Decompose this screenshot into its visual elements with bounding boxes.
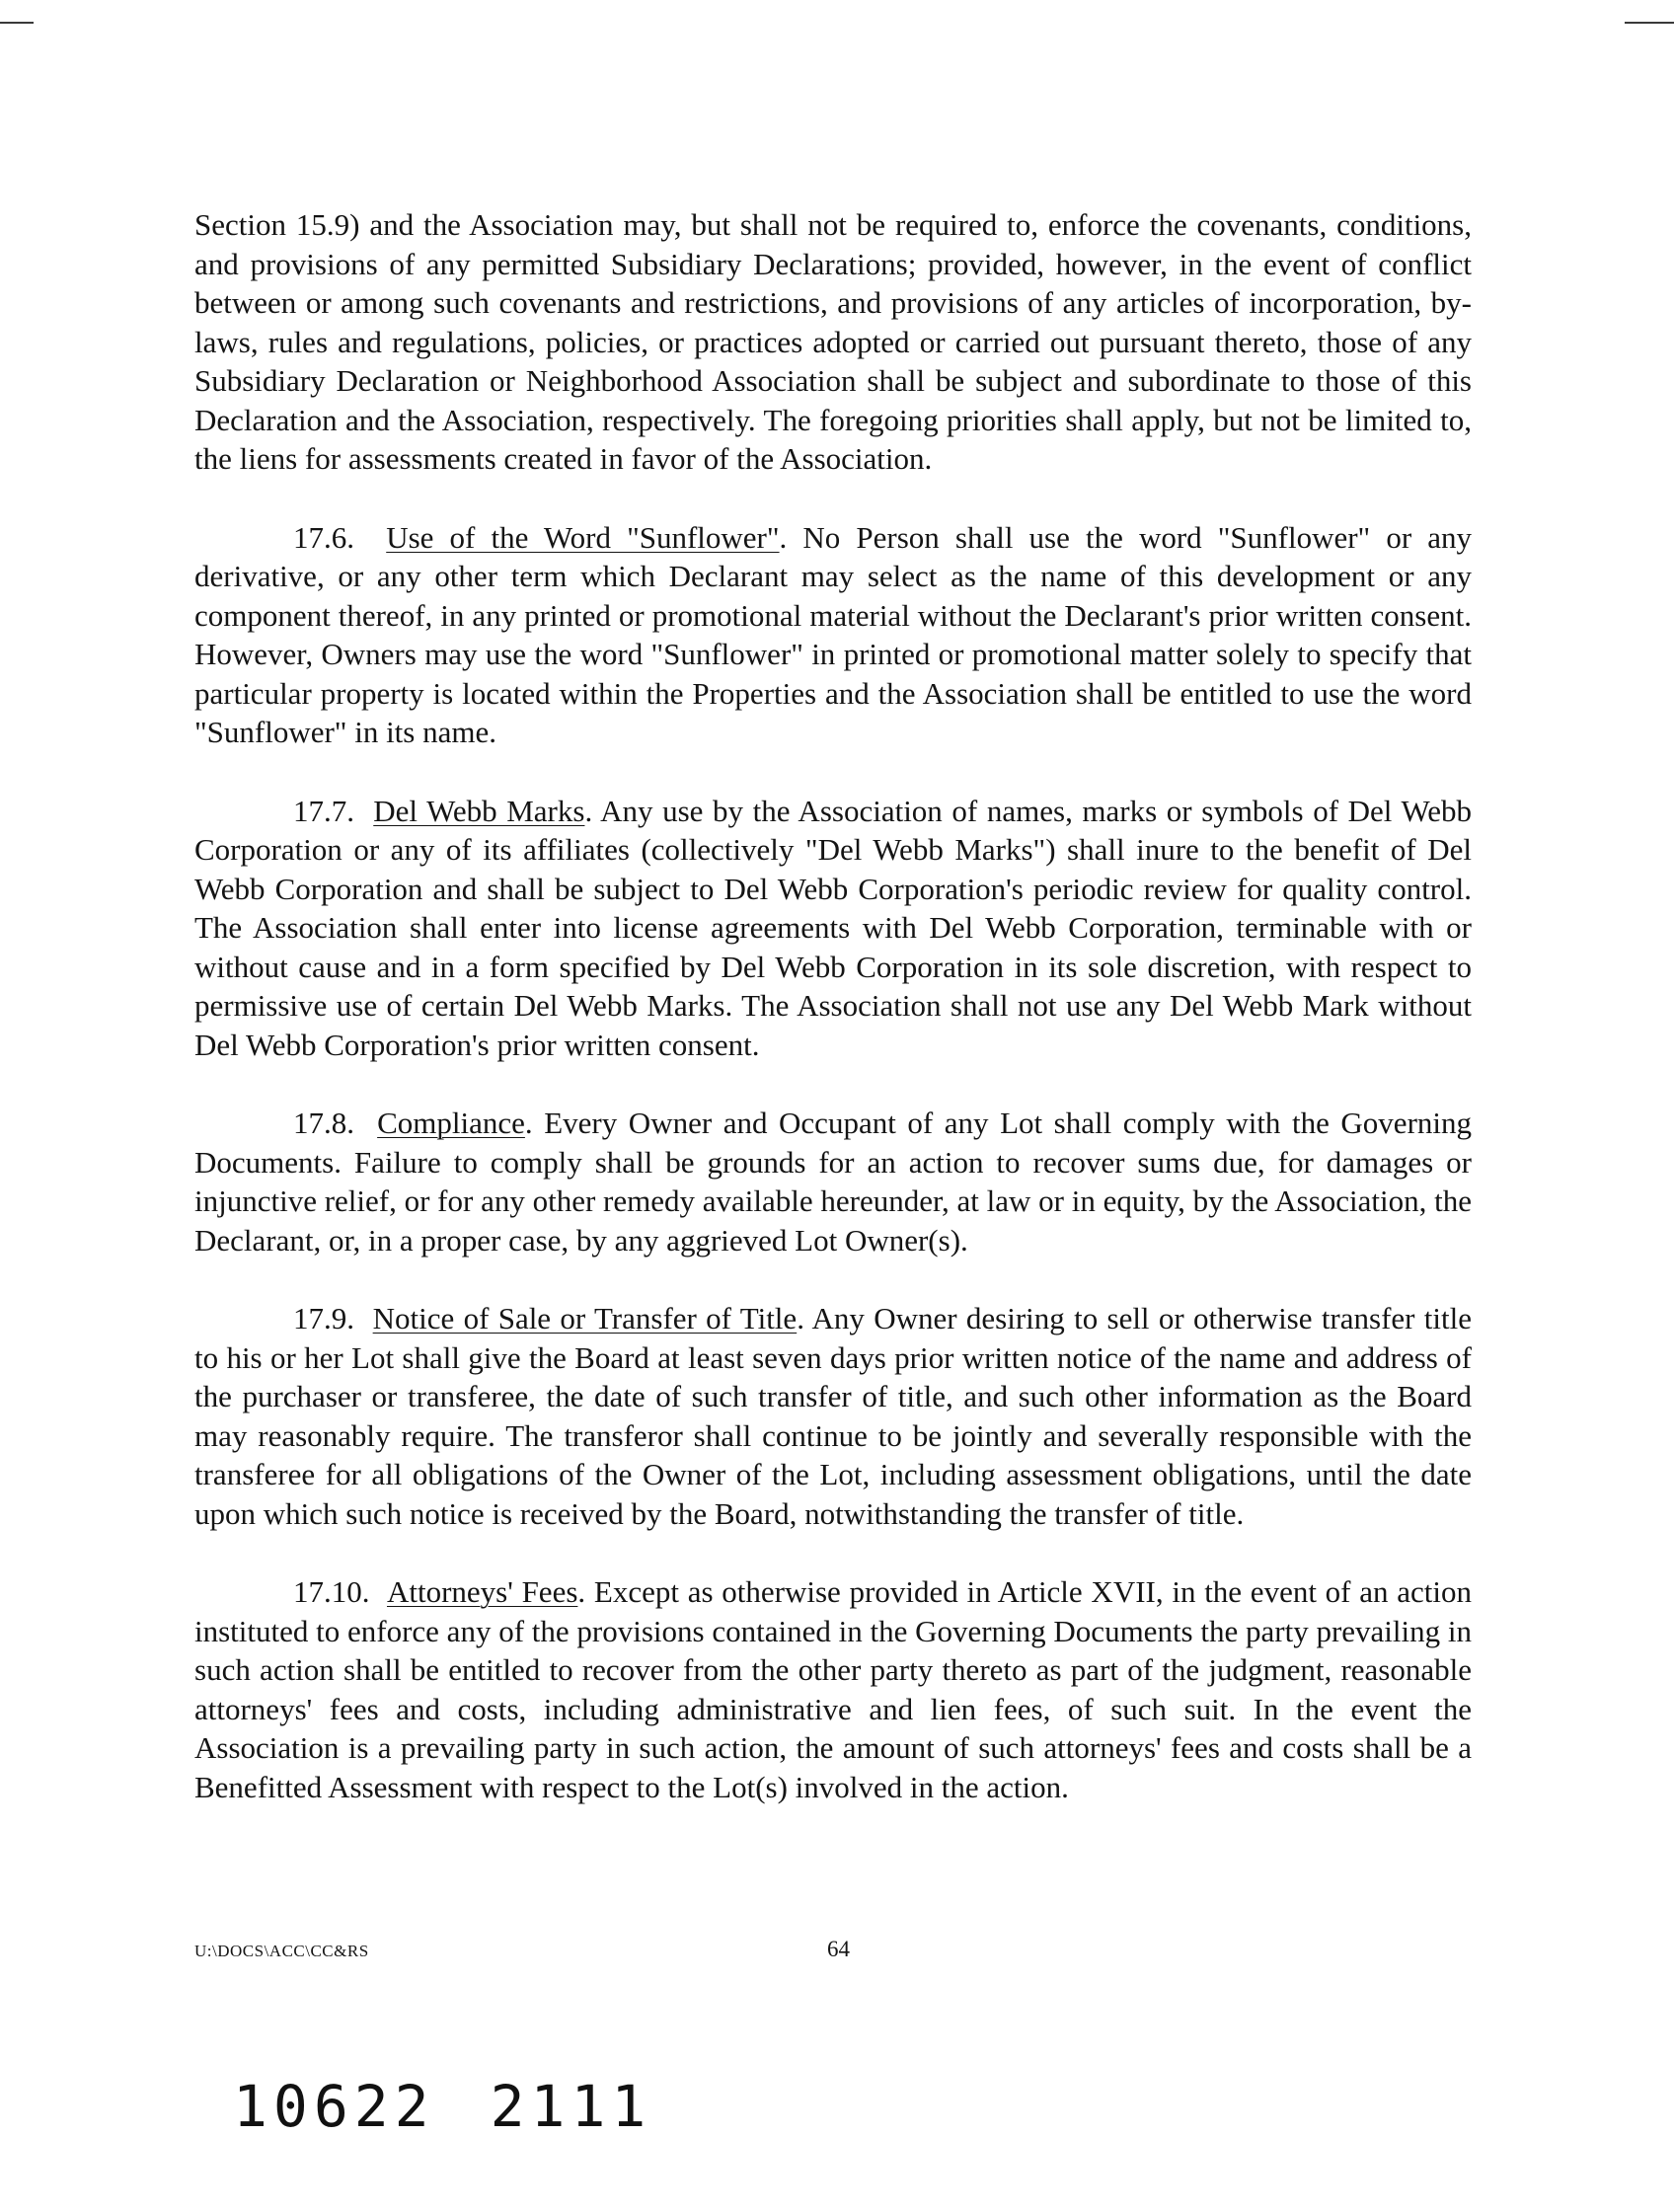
section-number: 17.7. bbox=[293, 793, 354, 828]
page-number: 64 bbox=[827, 1937, 850, 1961]
section-17-7 bbox=[194, 792, 1472, 1065]
document-body bbox=[194, 205, 1472, 1846]
section-17-6 bbox=[194, 518, 1472, 752]
section-heading: Del Webb Marks bbox=[373, 793, 585, 828]
corner-mark-right bbox=[1625, 22, 1674, 24]
section-17-9 bbox=[194, 1299, 1472, 1533]
section-heading: Notice of Sale or Transfer of Title bbox=[372, 1301, 798, 1335]
section-text: . Every Owner and Occupant of any Lot shall comply with the Governing Documents. Failure to comply shall be grounds for an action to recover sums due, for damages or injunctive relief, or for any other remedy available hereunder, at law or in equity, by the Association, the Declarant, or, in a proper case, by any aggrieved Lot Owner(s). bbox=[194, 1106, 1472, 1258]
section-17-8 bbox=[194, 1104, 1472, 1259]
continuation-paragraph: Section 15.9) and the Association may, but shall not be required to, enforce the covenants, conditions, and provisions of any permitted Subsidiary Declarations; provided, however, in the event of conflict between or among such covenants and restrictions, and provisions of any articles of incorporation, by-laws, rules and regulations, policies, or practices adopted or carried out pursuant thereto, those of any Subsidiary Declaration or Neighborhood Association shall be subject and subordinate to those of this Declaration and the Association, respectively. The foregoing priorities shall apply, but not be limited to, the liens for assessments created in favor of the Association. bbox=[194, 207, 1472, 476]
section-heading: Attorneys' Fees bbox=[386, 1574, 578, 1609]
section-text: . Except as otherwise provided in Article XVII, in the event of an action instituted to enforce any of the provisions contained in the Governing Documents the party prevailing in such action shall be entitled to recover from the other party thereto as part of the judgment, reasonable attorneys' fees and costs, including administrative and lien fees, of such suit. In the event the Association is a prevailing party in such action, the amount of such attorneys' fees and costs shall be a Benefitted Assessment with respect to the Lot(s) involved in the action. bbox=[194, 1574, 1472, 1804]
section-text: . Any use by the Association of names, marks or symbols of Del Webb Corporation or any of its affiliates (collectively "Del Webb Marks") shall inure to the benefit of Del Webb Corporation and shall be subject to Del Webb Corporation's periodic review for quality control. The Association shall enter into license agreements with Del Webb Corporation, terminable with or without cause and in a form specified by Del Webb Corporation in its sole discretion, with respect to permissive use of certain Del Webb Marks. The Association shall not use any Del Webb Mark without Del Webb Corporation's prior written consent. bbox=[194, 793, 1473, 1062]
section-number: 17.9. bbox=[293, 1301, 354, 1335]
section-number: 17.10. bbox=[293, 1574, 370, 1609]
section-text: . Any Owner desiring to sell or otherwise transfer title to his or her Lot shall give the Board at least seven days prior written notice of the name and address of the purchaser or transferee, the date of such transfer of title, and such other information as the Board may reasonably require. The transferor shall continue to be jointly and severally responsible with the transferee for all obligations of the Owner of the Lot, including assessment obligations, until the date upon which such notice is received by the Board, notwithstanding the transfer of title. bbox=[194, 1301, 1473, 1531]
section-number: 17.8. bbox=[293, 1106, 354, 1140]
recording-stamp bbox=[233, 2073, 651, 2140]
stamp-page-number: 2111 bbox=[490, 2073, 652, 2140]
section-text: . No Person shall use the word "Sunflower" or any derivative, or any other term which Declarant may select as the name of this development or any component thereof, in any printed or promotional material without the Declarant's prior written consent. However, Owners may use the word "Sunflower" in printed or promotional matter solely to specify that particular property is located within the Properties and the Association shall be entitled to use the word "Sunflower" in its name. bbox=[194, 519, 1473, 749]
stamp-book-number: 10622 bbox=[233, 2073, 435, 2140]
corner-mark-left bbox=[0, 22, 34, 24]
section-heading: Compliance bbox=[377, 1106, 525, 1140]
footer-file-path: U:\DOCS\ACC\CC&RS bbox=[194, 1942, 369, 1960]
section-17-10 bbox=[194, 1572, 1472, 1806]
section-heading: Use of the Word "Sunflower" bbox=[386, 519, 780, 555]
section-number: 17.6. bbox=[293, 519, 354, 555]
